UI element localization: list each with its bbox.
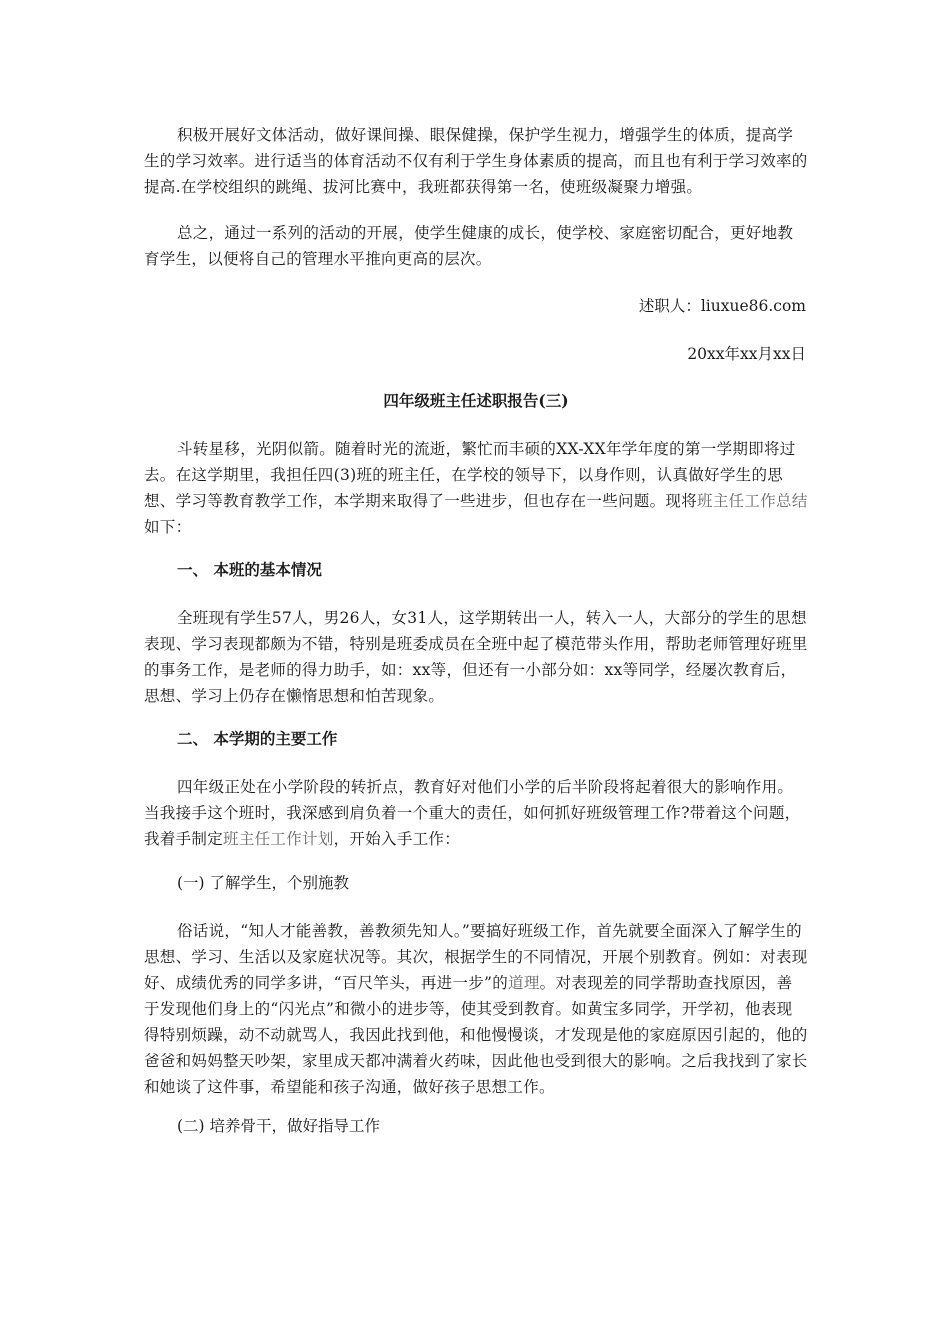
subheading-train-backbone: (二) 培养骨干，做好指导工作 [177,1117,381,1135]
main-work-text: 四年级正处在小学阶段的转折点，教育好对他们小学的后半阶段将起着很大的影响作用。当我接手这个班时，我深感到肩负着一个重大的责任，如何抓好班级管理工作?带着这个问题，我着手制定 [144,778,801,848]
signature-line: 述职人：liuxue86.com [638,297,806,315]
heading-basic-situation: 一、 本班的基本情况 [177,560,322,579]
date-line: 20xx年xx月xx日 [687,345,806,363]
understand-text: 俗话说，“知人才能善教，善教须先知人。”要搞好班级工作，首先就要全面深入了解学生的思想、学习、生活以及家庭状况等。其次，根据学生的不同情况，开展个别教育。例如：对表现好、成绩优秀的同学多讲，“百尺竿头，再进一步”的 [144,922,808,992]
paragraph-intro [144,436,808,540]
paragraph-main-work [144,774,808,852]
section-title: 四年级班主任述职报告(三) [383,391,569,410]
link-work-summary[interactable]: 班主任工作总结 [697,492,808,510]
link-work-plan[interactable]: 班主任工作计划 [223,830,334,848]
heading-main-work: 二、 本学期的主要工作 [177,729,338,748]
intro-text-end: 如下： [144,518,192,536]
link-principle[interactable]: 道理 [508,974,540,992]
paragraph-understand-students [144,918,808,1100]
main-work-text-end: ，开始入手工作： [333,830,461,848]
paragraph-sports-activities: 积极开展好文体活动，做好课间操、眼保健操，保护学生视力，增强学生的体质，提高学生的学习效率。进行适当的体育活动不仅有利于学生身体素质的提高，而且也有利于学习效率的提高.在学校组织的跳绳、拔河比赛中，我班都获得第一名，使班级凝聚力增强。 [144,126,808,196]
paragraph-summary: 总之，通过一系列的活动的开展，使学生健康的成长，使学校、家庭密切配合，更好地教育学生，以便将自己的管理水平推向更高的层次。 [144,224,794,268]
subheading-understand-students: (一) 了解学生，个别施教 [177,874,350,892]
intro-text: 斗转星移，光阴似箭。随着时光的流逝，繁忙而丰硕的XX-XX年学年度的第一学期即将过去。在这学期里，我担任四(3)班的班主任，在学校的领导下，以身作则，认真做好学生的思想、学习等教育教学工作，本学期来取得了一些进步，但也存在一些问题。现将 [144,440,796,510]
paragraph-class-situation: 全班现有学生57人，男26人，女31人，这学期转出一人，转入一人，大部分的学生的思想表现、学习表现都颇为不错，特别是班委成员在全班中起了模范带头作用，帮助老师管理好班里的事务工作，是老师的得力助手，如：xx等，但还有一小部分如：xx等同学，经屡次教育后，思想、学习上仍存在懒惰思想和怕苦现象。 [144,609,808,705]
understand-text-end: 。对表现差的同学帮助查找原因，善于发现他们身上的“闪光点”和微小的进步等，使其受到教育。如黄宝多同学，开学初，他表现得特别烦躁，动不动就骂人，我因此找到他，和他慢慢谈，才发现是他的家庭原因引起的，他的爸爸和妈妈整天吵架，家里成天都冲满着火药味，因此他也受到很大的影响。之后我找到了家长和她谈了这件事，希望能和孩子沟通，做好孩子思想工作。 [144,974,808,1096]
